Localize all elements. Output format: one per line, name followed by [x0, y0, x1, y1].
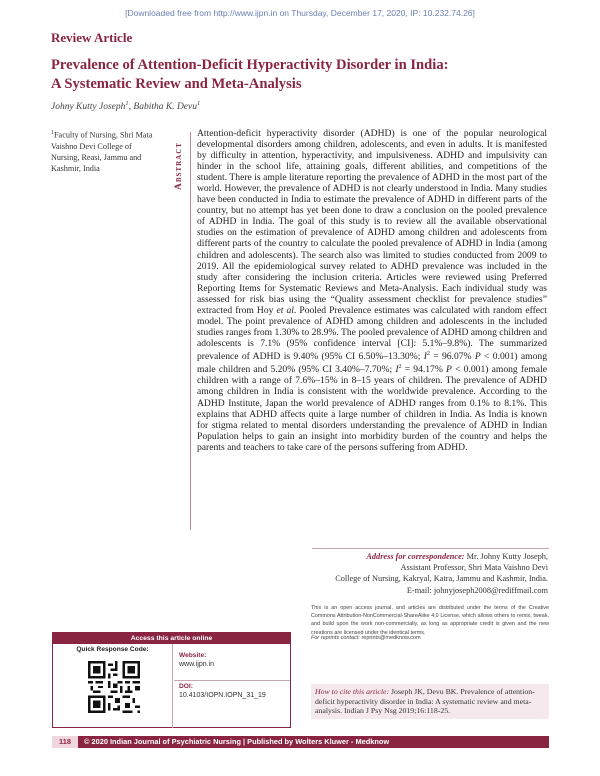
page-footer	[52, 736, 549, 748]
correspondence-block	[290, 551, 548, 596]
affiliation	[51, 128, 159, 174]
affiliation-text: Faculty of Nursing, Shri Mata Vaishno Devi College of Nursing, Reasi, Jammu and Kashmir, India	[51, 130, 153, 173]
article-type: Review Article	[51, 30, 133, 45]
correspondence-name: Mr. Johny Kutty Joseph,	[464, 552, 548, 561]
access-divider	[174, 680, 290, 681]
author-affiliation-mark: 1	[197, 100, 201, 107]
citation-label: How to cite this article:	[315, 687, 390, 696]
reprints-contact	[311, 635, 421, 641]
affiliation-mark: 1	[51, 130, 54, 136]
footer-copyright: © 2020 Indian Journal of Psychiatric Nursing | Published by Wolters Kluwer - Medknow	[84, 737, 390, 746]
correspondence-divider	[312, 548, 549, 549]
citation-text: Joseph JK, Devu BK. Prevalence of attention-deficit hyperactivity disorder in India: A systematic review and meta-analysis. Indian J Psy Nsg 2019;16:118-25.	[315, 687, 535, 715]
doi-label: DOI:	[179, 683, 193, 690]
author-separator: ,	[128, 102, 134, 113]
article-title	[51, 56, 561, 94]
title-line-2: A Systematic Review and Meta-Analysis	[51, 76, 302, 92]
correspondence-email[interactable]: E-mail: johnyjoseph2008@rediffmail.com	[406, 585, 548, 595]
website-link[interactable]: www.ijpn.in	[179, 661, 215, 668]
correspondence-label: Address for correspondence:	[366, 552, 465, 561]
website-label: Website:	[179, 652, 207, 659]
page-number: 118	[52, 736, 78, 748]
license-notice: This is an open access journal, and articles are distributed under the terms of the Creative Commons Attribution-NonCommercial-ShareAlike 4.0 License, which allows others to remix, tweak, and build upon the work non-commercially, as long as appropriate credit is given and the new creations are licensed under the identical terms.	[311, 605, 549, 636]
qr-section	[53, 644, 173, 728]
access-online-box	[52, 632, 291, 728]
reprints-email[interactable]: reprints@medknow.com	[359, 635, 421, 641]
abstract-divider	[190, 132, 191, 530]
doi-link[interactable]: 10.4103/IOPN.IOPN_31_19	[179, 692, 266, 699]
access-links	[174, 644, 290, 699]
qr-label: Quick Response Code:	[76, 646, 149, 653]
title-line-1: Prevalence of Attention-Deficit Hyperactivity Disorder in India:	[51, 57, 449, 73]
correspondence-line: College of Nursing, Kakryal, Katra, Jammu and Kashmir, India.	[335, 574, 548, 584]
abstract-label: Abstract	[174, 142, 184, 190]
correspondence-line: Assistant Professor, Shri Mata Vaishno Devi	[400, 563, 548, 573]
author-list	[51, 100, 200, 112]
access-header: Access this article online	[53, 633, 290, 644]
reprints-label: For reprints contact:	[311, 635, 360, 641]
download-notice: [Downloaded free from http://www.ijpn.in on Thursday, December 17, 2020, IP: 10.232.74.26]	[125, 8, 475, 18]
qr-code-icon[interactable]	[88, 661, 140, 713]
abstract-body: Attention-deficit hyperactivity disorder (ADHD) is one of the popular neurological developmental disorders among children, adolescents, and even in adults. It is manifested by difficulty in attention, hyperactivity, and impulsiveness. ADHD and impulsivity can hinder in the school life, attaining goals, different abilities, and competitions of the student. There is ample literature reporting the prevalence of ADHD in the most part of the world. However, the prevalence of ADHD is not clearly understood in India. Many studies have been conducted in India to estimate the prevalence of ADHD in different parts of the country, but no attempt has yet been done to draw a conclusion on the pooled prevalence of ADHD in India. The goal of this study is to review all the available observational studies on the estimation of prevalence of ADHD among children and adolescents from different parts of the country to calculate the pooled prevalence of ADHD in India (among children and adolescents). The search also was limited to studies conducted from 2009 to 2019. All the epidemiological survey related to ADHD prevalence was included in the study after considering the inclusion criteria. Articles were reviewed using Preferred Reporting Items for Systematic Reviews and Meta-Analysis. Each individual study was assessed for risk bias using the “Quality assessment checklist for prevalence studies” extracted from Hoy et al. Pooled Prevalence estimates was calculated with random effect model. The point prevalence of ADHD among children and adolescents in the included studies ranges from 1.30% to 28.9%. The pooled prevalence of ADHD among children and adolescents is 7.1% (95% confidence interval [CI]: 5.1%–9.8%). The summarized prevalence of ADHD is 9.40% (95% CI 6.50%–13.30%; $I^2 = 96.07\%$ P < 0.001) among male children and 5.20% (95% CI 3.40%–7.70%; $I^2 = 94.17\%$ P < 0.001) among female children with a range of 7.6%–15% in 8–15 years of children. The prevalence of ADHD among children in India is consistent with the worldwide prevalence. According to the ADHD Institute, Japan the world prevalence of ADHD ranges from 0.1% to 8.1%. This explains that ADHD affects quite a large number of children in India. As India is known for stigma related to mental disorders understanding the prevalence of ADHD in Indian Population helps to gain an insight into morbidity burden of the country and helps the parents and teachers to take care of the persons suffering from ADHD.	[197, 128, 548, 453]
author-name: Babitha K. Devu	[133, 102, 197, 113]
author-name: Johny Kutty Joseph	[51, 102, 126, 113]
citation-box	[311, 684, 549, 719]
author-affiliation-mark: 1	[125, 100, 129, 107]
